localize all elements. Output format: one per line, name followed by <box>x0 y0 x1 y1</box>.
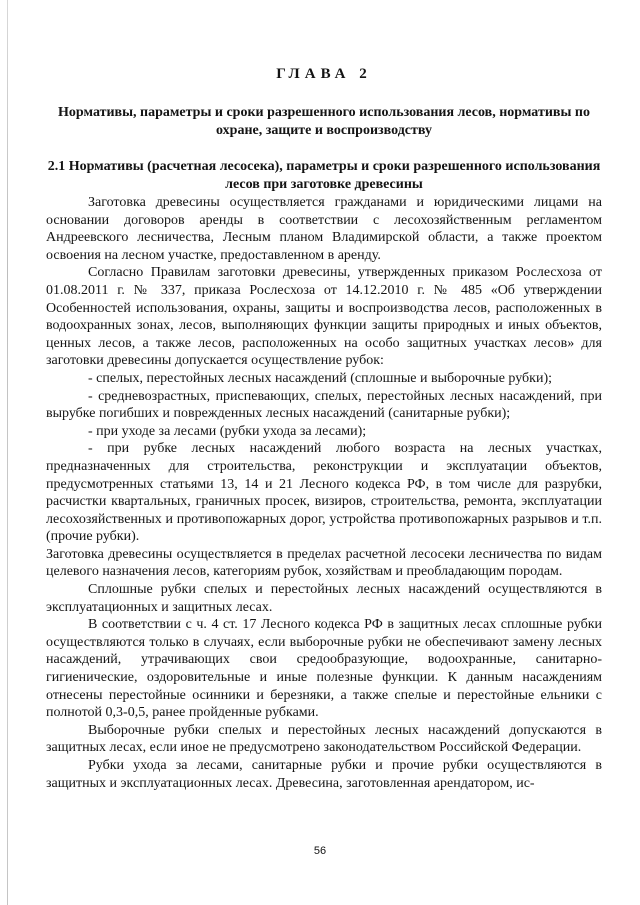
paragraph: Заготовка древесины осуществляется гражданами и юридическими лицами на основании договоров аренды в соответствии с лесохозяйственным регламентом Андреевского лесничества, Лесным планом Владимирской области, а также проектом освоения на лесном участке, предоставленном в аренду. <box>46 195 602 263</box>
scan-edge-line <box>7 0 8 905</box>
paragraph: Выборочные рубки спелых и перестойных лесных насаждений допускаются в защитных лесах, если иное не предусмотрено законодательством Российской Федерации. <box>46 722 602 756</box>
chapter-heading: ГЛАВА 2 <box>276 66 372 82</box>
page-number: 56 <box>313 845 327 857</box>
list-item: - спелых, перестойных лесных насаждений (сплошные и выборочные рубки); <box>88 370 553 386</box>
body-text <box>46 194 602 792</box>
list-item: - при уходе за лесами (рубки ухода за лесами); <box>88 423 367 439</box>
chapter-title: Нормативы, параметры и сроки разрешенного использования лесов, нормативы по охране, защите и воспроизводству <box>58 105 590 138</box>
paragraph: Рубки ухода за лесами, санитарные рубки и прочие рубки осуществляются в защитных и эксплуатационных лесах. Древесина, заготовленная арендатором, ис- <box>46 758 602 791</box>
paragraph: Заготовка древесины осуществляется в пределах расчетной лесосеки лесничества по видам целевого назначения лесов, категориям рубок, хозяйствам и преобладающим породам. <box>46 546 602 580</box>
list-item: - средневозрастных, приспевающих, спелых, перестойных лесных насаждений, при вырубке погибших и поврежденных лесных насаждений (санитарные рубки); <box>46 388 602 422</box>
paragraph: Согласно Правилам заготовки древесины, утвержденных приказом Рослесхоза от 01.08.2011 г. № 337, приказа Рослесхоза от 14.12.2010 г. № 485 «Об утверждении Особенностей использования, охраны, защиты и воспроизводства лесов, расположенных в водоохранных зонах, лесов, выполняющих функции защиты природных и иных объектов, ценных лесов, а также лесов, расположенных на особо защитных участках лесов» для заготовки древесины допускается осуществление рубок: <box>46 265 602 369</box>
paragraph: Сплошные рубки спелых и перестойных лесных насаждений осуществляются в эксплуатационных и защитных лесах. <box>46 582 602 615</box>
paragraph: В соответствии с ч. 4 ст. 17 Лесного кодекса РФ в защитных лесах сплошные рубки осуществляются только в случаях, если выборочные рубки не обеспечивают замену лесных насаждений, утрачивающих свои средообразующие, водоохранные, санитарно-гигиенические, оздоровительные и иные полезные функции. К данным насаждениям отнесены перестойные осинники и березняки, а также спелые и перестойные ельники с полнотой 0,3-0,5, ранее пройденные рубками. <box>46 617 602 721</box>
section-title: 2.1 Нормативы (расчетная лесосека), параметры и сроки разрешенного использования лесов при заготовке древесины <box>47 159 601 192</box>
list-item: - при рубке лесных насаждений любого возраста на лесных участках, предназначенных для строительства, реконструкции и эксплуатации объектов, предусмотренных статьями 13, 14 и 21 Лесного кодекса РФ, в том числе для разрубки, расчистки квартальных, граничных просек, визиров, строительства, ремонта, эксплуатации лесохозяйственных и противопожарных дорог, устройства противопожарных разрывов и т.п. (прочие рубки). <box>46 441 602 545</box>
